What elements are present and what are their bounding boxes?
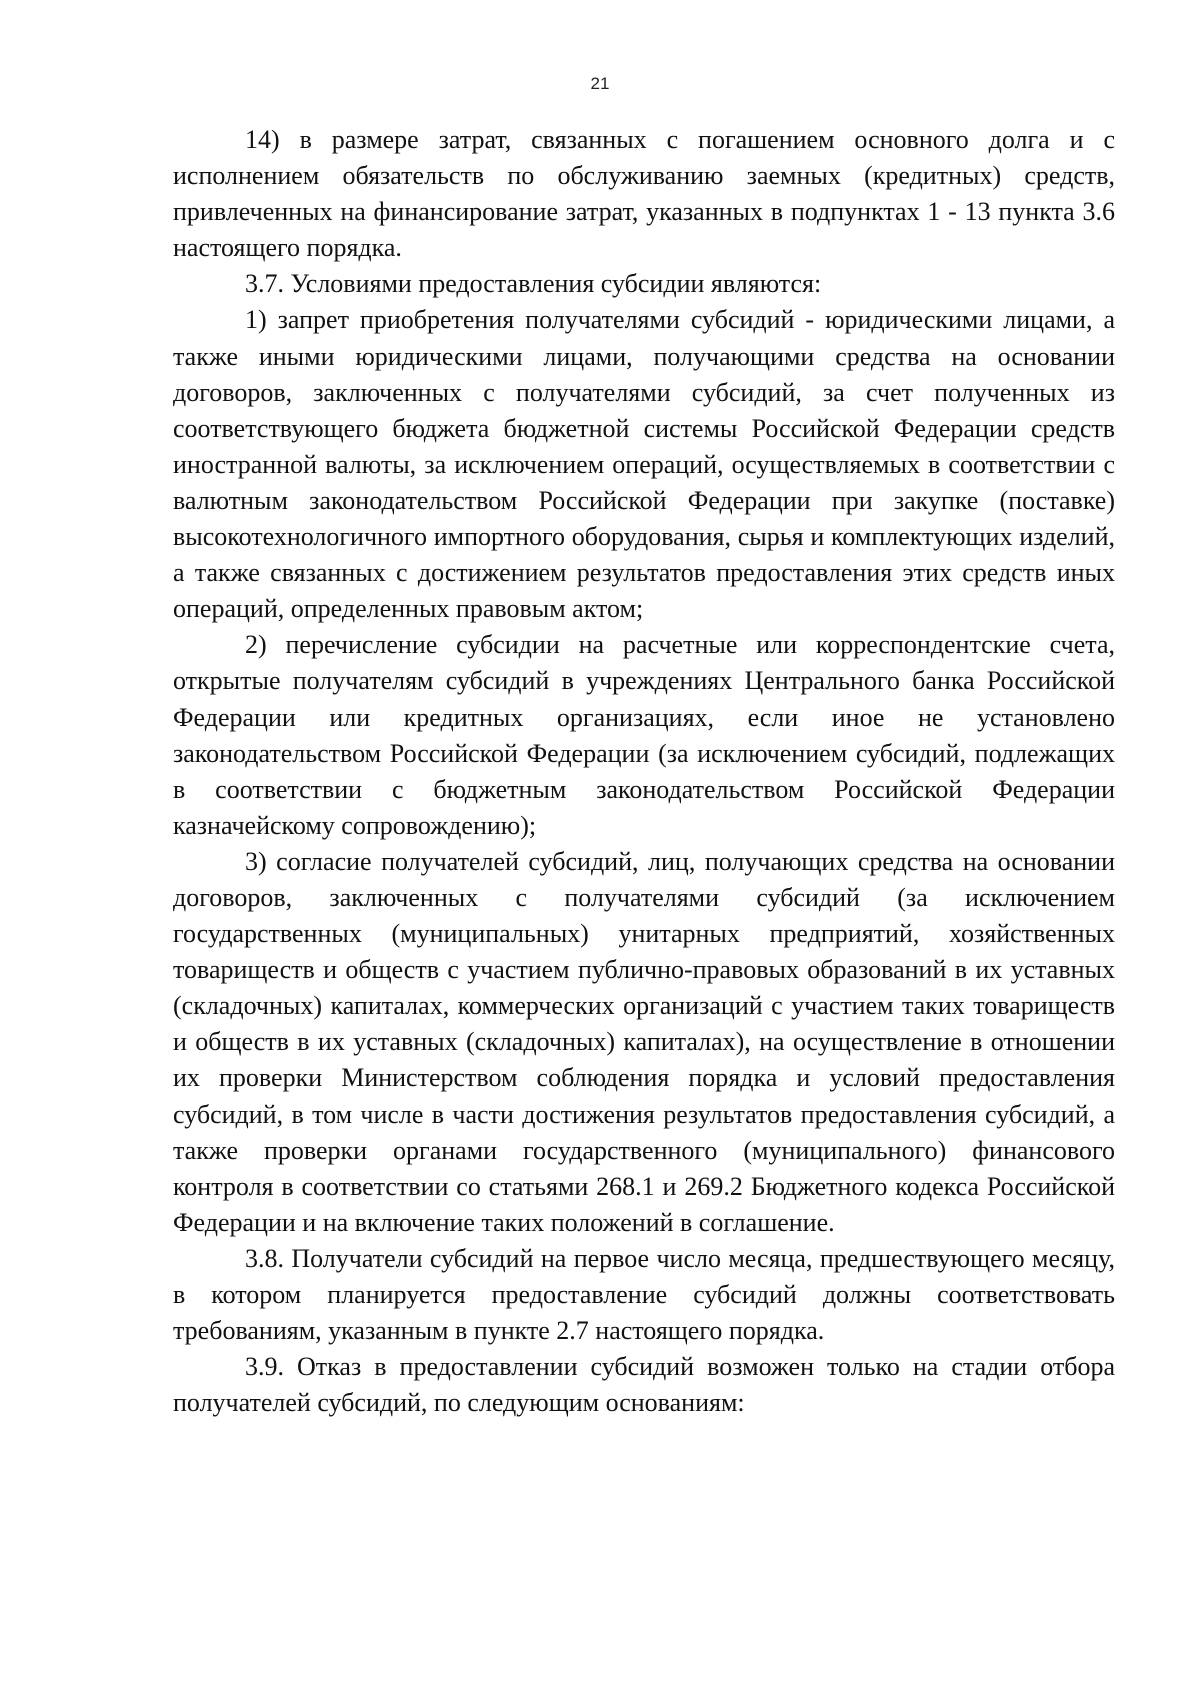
paragraph-condition-1: 1) запрет приобретения получателями субсидий - юридическими лицами, а также иными юридическими лицами, получающими средства на основании договоров, заключенных с получателями субсидий, за счет полученных из соответствующего бюджета бюджетной системы Российской Федерации средств иностранной валюты, за исключением операций, осуществляемых в соответствии с валютным законодательством Российской Федерации при закупке (поставке) высокотехнологичного импортного оборудования, сырья и комплектующих изделий, а также связанных с достижением результатов предоставления этих средств иных операций, определенных правовым актом; <box>173 305 1115 624</box>
paragraph-section-3-8: 3.8. Получатели субсидий на первое число месяца, предшествующего месяцу, в котором планируется предоставление субсидий должны соответствовать требованиям, указанным в пункте 2.7 настоящего порядка. <box>173 1243 1115 1346</box>
paragraph-section-3-7: 3.7. Условиями предоставления субсидии являются: <box>245 269 822 299</box>
page-number: 21 <box>590 74 610 93</box>
paragraph-condition-2: 2) перечисление субсидии на расчетные или корреспондентские счета, открытые получателям субсидий в учреждениях Центрального банка Российской Федерации или кредитных организациях, если иное не установлено законодательством Российской Федерации (за исключением субсидий, подлежащих в соответствии с бюджетным законодательством Российской Федерации казначейскому сопровождению); <box>173 630 1115 840</box>
document-body <box>173 122 1115 1421</box>
paragraph-item-14: 14) в размере затрат, связанных с погашением основного долга и с исполнением обязательств по обслуживанию заемных (кредитных) средств, привлеченных на финансирование затрат, указанных в подпунктах 1 - 13 пункта 3.6 настоящего порядка. <box>173 125 1115 263</box>
paragraph-condition-3: 3) согласие получателей субсидий, лиц, получающих средства на основании договоров, заключенных с получателями субсидий (за исключением государственных (муниципальных) унитарных предприятий, хозяйственных товариществ и обществ с участием публично-правовых образований в их уставных (складочных) капиталах, коммерческих организаций с участием таких товариществ и обществ в их уставных (складочных) капиталах), на осуществление в отношении их проверки Министерством соблюдения порядка и условий предоставления субсидий, в том числе в части достижения результатов предоставления субсидий, а также проверки органами государственного (муниципального) финансового контроля в соответствии со статьями 268.1 и 269.2 Бюджетного кодекса Российской Федерации и на включение таких положений в соглашение. <box>173 846 1115 1237</box>
paragraph-section-3-9: 3.9. Отказ в предоставлении субсидий возможен только на стадии отбора получателей субсидий, по следующим основаниям: <box>173 1352 1115 1418</box>
